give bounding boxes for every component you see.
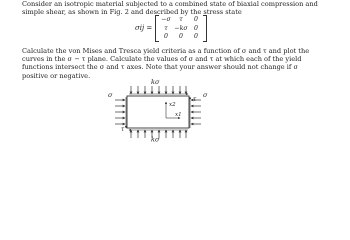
shear-label-right: τ [193, 96, 197, 103]
right-load-arrows [191, 100, 201, 124]
matrix-cell: 0 [194, 16, 198, 23]
right-load-label: σ [203, 91, 208, 99]
axis-x2-label: x2 [169, 102, 176, 108]
matrix-cell: 0 [194, 24, 198, 32]
matrix-cell: −kσ [174, 24, 188, 32]
matrix-cell: 0 [179, 33, 183, 40]
left-load-label: σ [108, 91, 113, 99]
intro-paragraph: Consider an isotropic material subjected to a combined state of biaxial compression and simple shear, as shown in Fig. 2 and described by the stress state [22, 0, 318, 17]
matrix-cell: τ [164, 24, 168, 32]
shear-label-left: τ [121, 126, 125, 133]
left-load-arrows [115, 100, 125, 124]
matrix-cell: −σ [161, 16, 171, 23]
bottom-load-label: kσ [151, 135, 160, 142]
axis-x1-label: x1 [175, 112, 182, 118]
top-load-arrows [131, 86, 186, 94]
matrix-cell: 0 [194, 33, 198, 40]
matrix-cell: τ [179, 16, 183, 23]
stress-tensor-symbol: σij = [135, 24, 153, 32]
matrix-cell: 0 [164, 33, 168, 40]
top-load-label: kσ [151, 78, 160, 86]
question-paragraph: Calculate the von Mises and Tresca yield criteria as a function of σ and τ and plot the curves in the σ − τ plane. Calculate the values of σ and τ at which each of the yield functions intersect the σ and τ axes. Note that your answer should not change if σ positive or negative. [22, 47, 310, 80]
